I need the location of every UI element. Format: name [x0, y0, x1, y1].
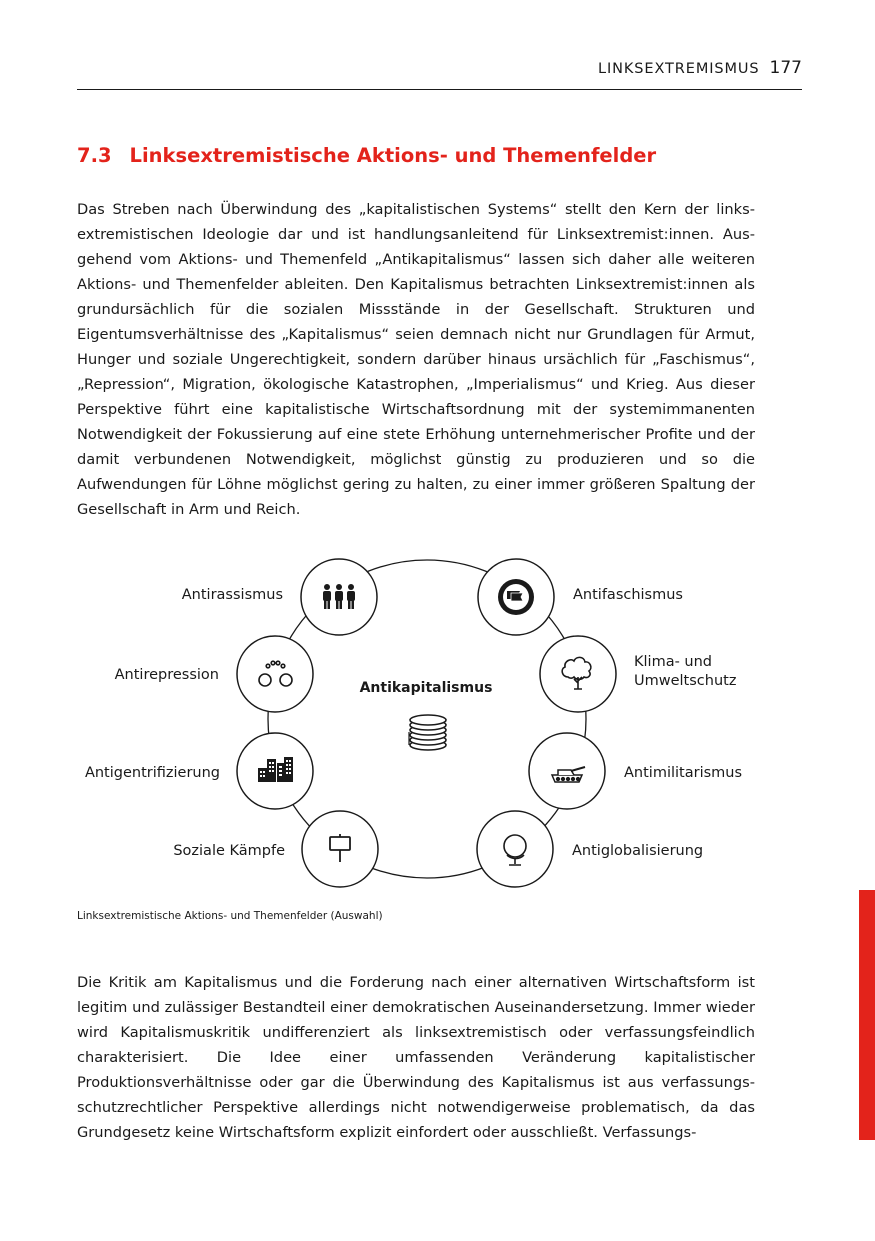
- node-label: Antirepression: [114, 667, 219, 683]
- body-paragraph-2: Die Kritik am Kapitalismus und die Forderung nach einer alternativen Wirtschaftsform ist legitim und zulässiger Bestandteil einer demokratischen Auseinandersetzung. Immer wieder wird Kapitalismuskritik undifferenziert als linksextremistisch oder verfassungsfeindlich charakterisiert. Die Idee einer umfassenden Veränderung kapitalistischer Produktionsverhältnisse oder gar die Überwindung des Kapitalismus ist aus verfassungsschutzrechtlicher Perspektive allerdings nicht notwendigerweise problematisch, da das Grundgesetz keine Wirtschaftsform explizit einfordert oder ausschließt. Verfassungs-: [77, 974, 755, 1141]
- node-label: Soziale Kämpfe: [173, 843, 285, 859]
- node-antimilitarismus: [529, 733, 742, 809]
- node-soziale-kaempfe: [173, 811, 378, 887]
- node-label: Antiglobalisierung: [572, 843, 704, 859]
- node-antigentrifizierung: [85, 733, 313, 809]
- coin-stack-icon: [409, 715, 446, 750]
- figure-caption: Linksextremistische Aktions- und Themenfelder (Auswahl): [77, 910, 383, 922]
- running-head: [598, 58, 802, 82]
- node-antifaschismus: [478, 559, 683, 635]
- node-label-line-1: Klima- und: [634, 654, 713, 670]
- node-label: Antigentrifizierung: [84, 765, 220, 781]
- section-number: 7.3: [77, 144, 112, 167]
- antifa-flag-icon: [498, 579, 534, 615]
- themenfelder-diagram: [0, 540, 875, 900]
- center-label: Antikapitalismus: [359, 680, 493, 696]
- node-antirassismus: [182, 559, 377, 635]
- node-label: Antifaschismus: [573, 587, 683, 603]
- node-label: Antirassismus: [181, 587, 283, 603]
- node-antirepression: [115, 636, 313, 712]
- section-title: Linksextremistische Aktions- und Themenfelder: [129, 144, 657, 167]
- header-rule: [77, 89, 802, 90]
- node-antiglobalisierung: [477, 811, 703, 887]
- running-head-title: LINKSEXTREMISMUS: [597, 61, 760, 77]
- chapter-thumb-tab: [859, 890, 875, 1140]
- node-label-line-2: Umweltschutz: [634, 673, 737, 689]
- page-number: 177: [769, 58, 802, 78]
- node-klima-umweltschutz: [540, 636, 736, 712]
- body-paragraph-1: Das Streben nach Überwindung des „kapitalistischen Systems“ stellt den Kern der linksextremistischen Ideologie dar und ist handlungsanleitend für Linksextremist:innen. Ausgehend vom Aktions- und Themenfeld „Antikapitalismus“ lassen sich daher alle weiteren Aktions- und Themenfelder ableiten. Den Kapitalismus betrachten Linksextremist:innen als grundursächlich für die sozialen Missstände in der Gesellschaft. Strukturen und Eigentumsverhältnisse des „Kapitalismus“ seien demnach nicht nur Grundlagen für Armut, Hunger und soziale Ungerechtigkeit, sondern darüber hinaus ursächlich für „Faschismus“, „Repression“, Migration, ökologische Katastrophen, „Imperialismus“ und Krieg. Aus dieser Perspektive führt eine kapitalistische Wirtschaftsordnung mit der systemimmanenten Notwendigkeit der Fokussierung auf eine stete Erhöhung unternehmerischer Profite und der damit verbundenen Notwendigkeit, möglichst günstig zu produzieren und so die Aufwendungen für Löhne möglichst gering zu halten, zu einer immer größeren Spaltung der Gesellschaft in Arm und Reich.: [77, 201, 755, 518]
- node-label: Antimilitarismus: [624, 765, 743, 781]
- section-heading: [77, 144, 656, 167]
